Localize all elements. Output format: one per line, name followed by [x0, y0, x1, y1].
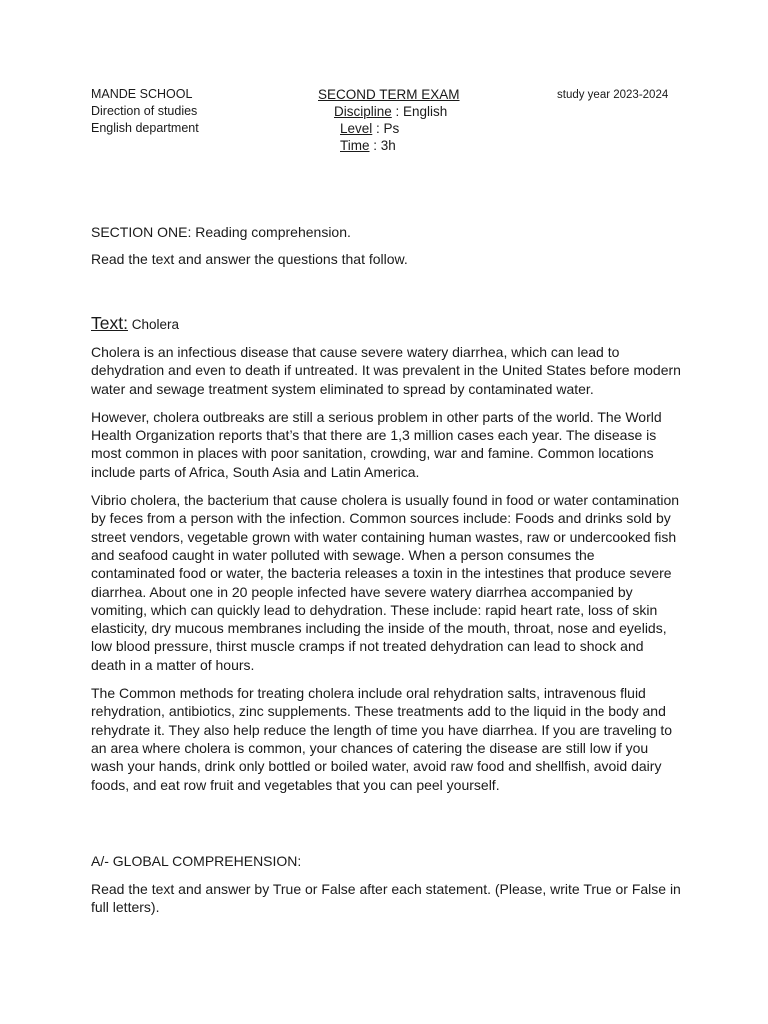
section-instruction: Read the text and answer the questions that follow.	[91, 251, 408, 267]
discipline-label: Discipline	[334, 104, 392, 119]
section-title: SECTION ONE: Reading comprehension.	[91, 224, 351, 240]
level-value: : Ps	[372, 121, 400, 136]
school-name: MANDE SCHOOL	[91, 87, 193, 101]
text-label: Text:	[91, 313, 128, 333]
time-row	[318, 137, 460, 154]
direction-line: Direction of studies	[91, 104, 198, 118]
exam-title: SECOND TERM EXAM	[318, 87, 460, 102]
time-label: Time	[340, 138, 370, 153]
exam-info	[318, 86, 460, 154]
level-row	[318, 120, 460, 137]
paragraph: However, cholera outbreaks are still a serious problem in other parts of the world. The World Health Organization reports that’s that there are 1,3 million cases each year. The disease is most common in places with poor sanitation, crowding, war and famine. Common locations include parts of Africa, South Asia and Latin America.	[91, 408, 662, 480]
paragraph: The Common methods for treating cholera include oral rehydration salts, intravenous fluid rehydration, antibiotics, zinc supplements. These treatments add to the liquid in the body and rehydrate it. They also help reduce the length of time you have diarrhea. If you are traveling to an area where cholera is common, your chances of catering the disease are still low if you wash your hands, drink only bottled or boiled water, avoid raw food and shellfish, avoid dairy foods, and eat row fruit and vegetables that you can peel yourself.	[91, 685, 673, 793]
text-heading	[91, 313, 179, 334]
reading-text	[91, 343, 681, 804]
school-info	[91, 86, 199, 137]
global-comprehension-title: A/- GLOBAL COMPREHENSION:	[91, 853, 302, 869]
department-line: English department	[91, 121, 199, 135]
paragraph: Cholera is an infectious disease that cause severe watery diarrhea, which can lead to dehydration and even to death if untreated. It was prevalent in the United States before modern water and sewage treatment system eliminated to spread by contaminated water.	[91, 344, 681, 397]
discipline-value: : English	[391, 104, 448, 119]
text-name: Cholera	[127, 317, 179, 332]
discipline-row	[318, 103, 460, 120]
study-year: study year 2023-2024	[557, 89, 669, 101]
global-comprehension-instruction: Read the text and answer by True or False after each statement. (Please, write True or False in full letters).	[91, 881, 681, 916]
level-label: Level	[340, 121, 373, 136]
time-value: : 3h	[369, 138, 396, 153]
paragraph: Vibrio cholera, the bacterium that cause cholera is usually found in food or water contamination by feces from a person with the infection. Common sources include: Foods and drinks sold by street vendors, vegetable grown with water containing human wastes, raw or undercooked fish and seafood caught in water polluted with sewage. When a person consumes the contaminated food or water, the bacteria releases a toxin in the intestines that produce severe diarrhea. About one in 20 people infected have severe watery diarrhea accompanied by vomiting, which can quickly lead to dehydration. These include: rapid heart rate, loss of skin elasticity, dry mucous membranes including the inside of the mouth, throat, nose and eyelids, low blood pressure, thirst muscle cramps if not treated dehydration can lead to shock and death in a matter of hours.	[91, 492, 680, 673]
